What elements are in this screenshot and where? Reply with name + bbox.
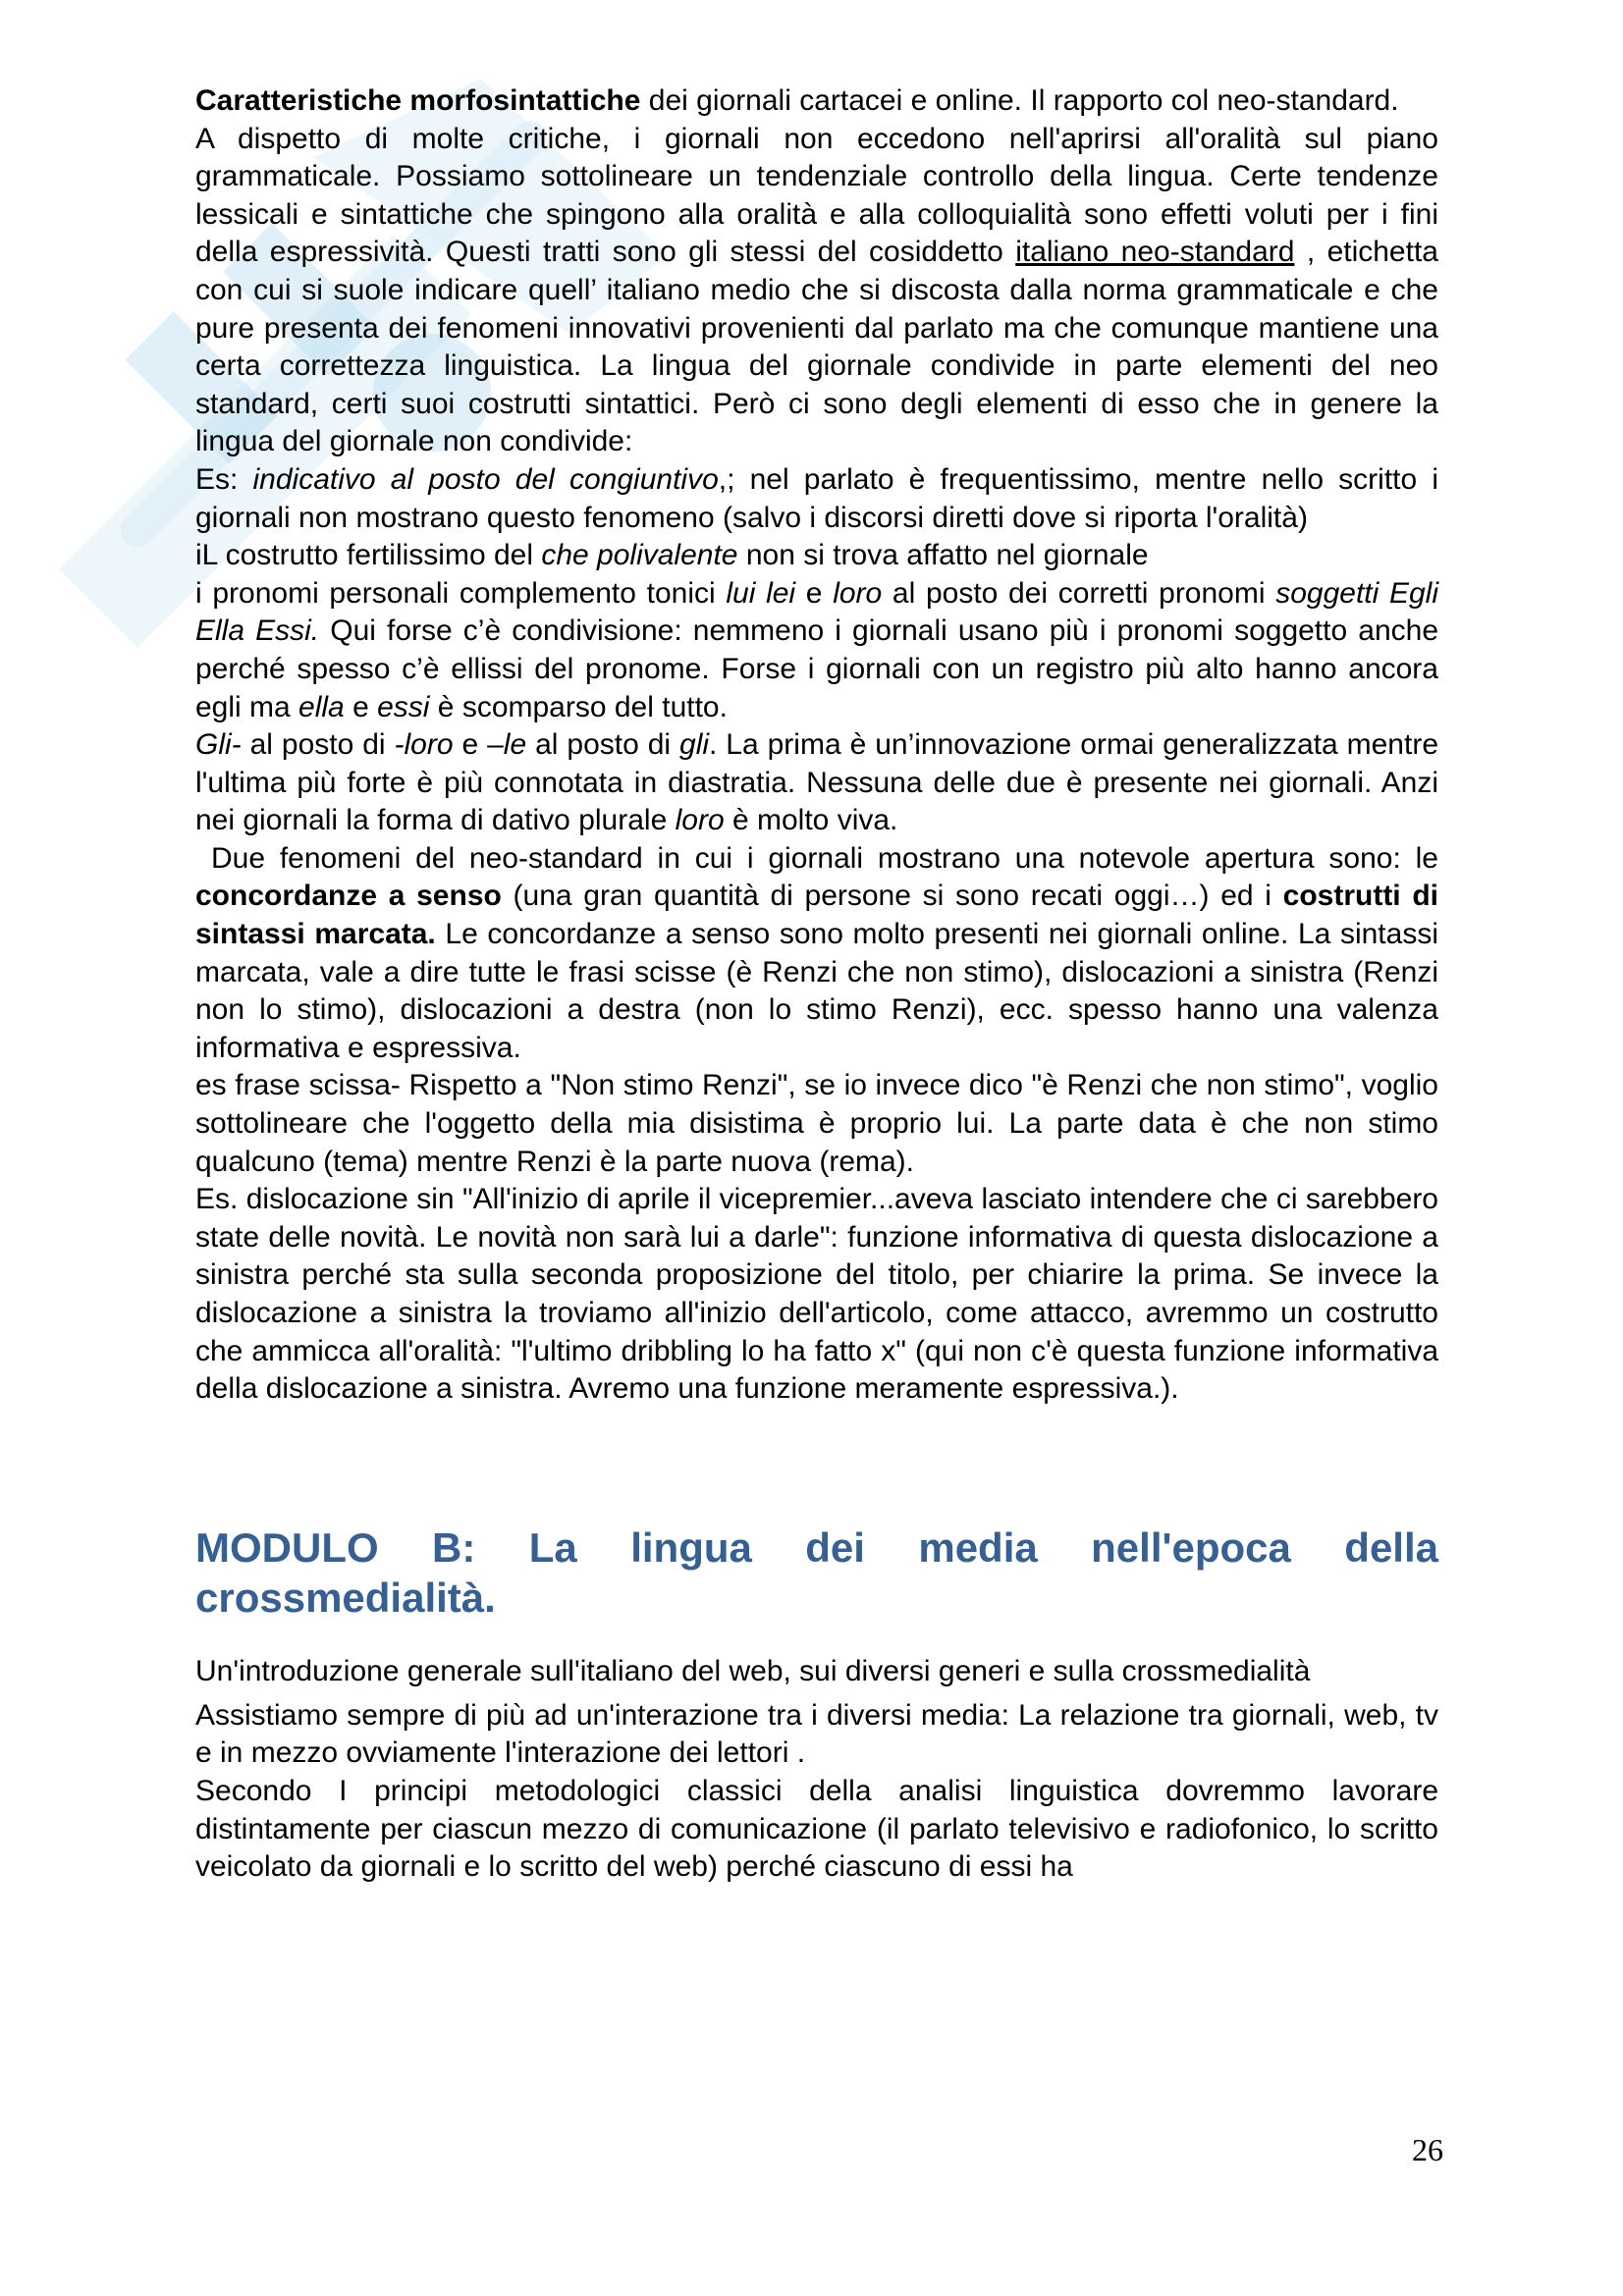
italic-term: loro	[833, 576, 883, 610]
text-run: i pronomi personali complemento tonici	[195, 576, 727, 610]
paragraph-8: es frase scissa- Rispetto a "Non stimo Renzi", se io invece dico "è Renzi che non stimo", voglio sottolineare che l'oggetto della mia disistima è proprio lui. La parte data è che non stimo qualcuno (tema) mentre Renzi è la parte nuova (rema).	[195, 1069, 1438, 1178]
text-run: Due fenomeni del neo-standard in cui i giornali mostrano una notevole apertura sono: le	[211, 841, 1438, 875]
paragraph-11: Assistiamo sempre di più ad un'interazione tra i diversi media: La relazione tra giornali, web, tv e in mezzo ovviamente l'interazione dei lettori .	[195, 1698, 1438, 1770]
text-run: A dispetto di molte critiche, i giornali non eccedono nell'aprirsi all'oralità sul piano grammaticale. Possiamo sottolineare un tendenziale controllo della lingua. Certe tendenze lessicali e sintattiche che spingono alla oralità e alla colloquialità sono effetti voluti per i fini della espressività. Questi tratti sono gli stessi del cosiddetto	[195, 122, 1438, 269]
text-run: . La prima è un’innovazione ormai generalizzata mentre l'ultima più forte è più connotata in diastratia. Nessuna delle due è presente nei giornali. Anzi nei giornali la forma di dativo plurale	[195, 728, 1439, 837]
paragraph-3	[195, 461, 1438, 537]
text-run: Le concordanze a senso sono molto presenti nei giornali online. La sintassi marcata, vale a dire tutte le frasi scisse (è Renzi che non stimo), dislocazioni a sinistra (Renzi non lo stimo), dislocazioni a destra (non lo stimo Renzi), ecc. spesso hanno una valenza informativa e espressiva.	[195, 918, 1438, 1064]
bold-phrase: costrutti di sintassi marcata.	[195, 880, 1438, 951]
paragraph-12: Secondo I principi metodologici classici della analisi linguistica dovremmo lavorare distintamente per ciascun mezzo di comunicazione (il parlato televisivo e radiofonico, lo scritto veicolato da giornali e lo scritto del web) perché ciascuno di essi ha	[195, 1774, 1438, 1884]
italic-term: gli	[679, 728, 710, 762]
italic-term: -loro	[394, 728, 454, 762]
bold-phrase: Caratteristiche morfosintattiche	[195, 84, 641, 117]
text-run: Es:	[195, 462, 253, 496]
document-body	[195, 82, 1438, 1887]
text-run: è scomparso del tutto.	[429, 690, 728, 723]
text-run: (una gran quantità di persone si sono recati oggi…) ed i	[501, 880, 1283, 913]
text-run: non si trova affatto nel giornale	[737, 539, 1149, 572]
text-run: dei giornali cartacei e online. Il rapporto col neo-standard.	[640, 84, 1399, 117]
paragraph-6	[195, 726, 1438, 840]
paragraph-7	[195, 840, 1438, 1068]
paragraph-4	[195, 537, 1438, 575]
paragraph-9: Es. dislocazione sin "All'inizio di aprile il vicepremier...aveva lasciato intendere che ci sarebbero state delle novità. Le novità non sarà lui a darle": funzione informativa di questa dislocazione a sinistra perché sta sulla seconda proposizione del titolo, per chiarire la prima. Se invece la dislocazione a sinistra la troviamo all'inizio dell'articolo, come attacco, avremmo un costrutto che ammicca all'oralità: "l'ultimo dribbling lo ha fatto x" (qui non c'è questa funzione informativa della dislocazione a sinistra. Avremo una funzione meramente espressiva.).	[195, 1183, 1438, 1406]
text-run: e	[344, 690, 378, 723]
italic-term: loro	[675, 804, 725, 837]
paragraph-10: Un'introduzione generale sull'italiano del web, sui diversi generi e sulla crossmedialità	[195, 1654, 1311, 1687]
italic-term: lui lei	[726, 576, 796, 610]
text-run: Qui forse c’è condivisione: nemmeno i giornali usano più i pronomi soggetto anche perché spesso c’è ellissi del pronome. Forse i giornali con un registro più alto hanno ancora egli ma	[195, 614, 1439, 723]
paragraph-2	[195, 121, 1438, 461]
bold-phrase: concordanze a senso	[195, 880, 502, 913]
italic-term: soggetti Egli Ella Essi.	[195, 576, 1439, 648]
text-run: al posto dei corretti pronomi	[882, 576, 1276, 610]
text-run: al posto di	[526, 728, 680, 762]
text-run: ,; nel parlato è frequentissimo, mentre nello scritto i giornali non mostrano questo fenomeno (salvo i discorsi diretti dove si riporta l'oralità)	[195, 462, 1438, 534]
italic-term: indicativo al posto del congiuntivo	[252, 462, 719, 496]
text-run: , etichetta con cui si suole indicare quell’ italiano medio che si discosta dalla norma grammaticale e che pure presenta dei fenomeni innovativi provenienti dal parlato ma che comunque mantiene una certa correttezza linguistica. La lingua del giornale condivide in parte elementi del neo standard, certi suoi costrutti sintattici. Però ci sono degli elementi di esso che in genere la lingua del giornale non condivide:	[195, 236, 1438, 458]
italic-term: –le	[487, 728, 527, 762]
italic-term: ella	[298, 690, 345, 723]
page-number: 26	[1412, 2132, 1443, 2167]
italic-term: che polivalente	[541, 539, 738, 572]
italic-term: Gli-	[195, 728, 242, 762]
italic-term: essi	[377, 690, 430, 723]
text-run: e	[795, 576, 834, 610]
section-heading: MODULO B: La lingua dei media nell'epoca della crossmedialità.	[195, 1523, 1438, 1621]
text-run: iL costrutto fertilissimo del	[195, 539, 542, 572]
underlined-term: italiano neo-standard	[1015, 236, 1295, 269]
paragraph-5	[195, 575, 1438, 726]
text-run: e	[453, 728, 488, 762]
text-run: al posto di	[241, 728, 395, 762]
text-run: è molto viva.	[724, 804, 898, 837]
paragraph-1	[195, 82, 1438, 121]
